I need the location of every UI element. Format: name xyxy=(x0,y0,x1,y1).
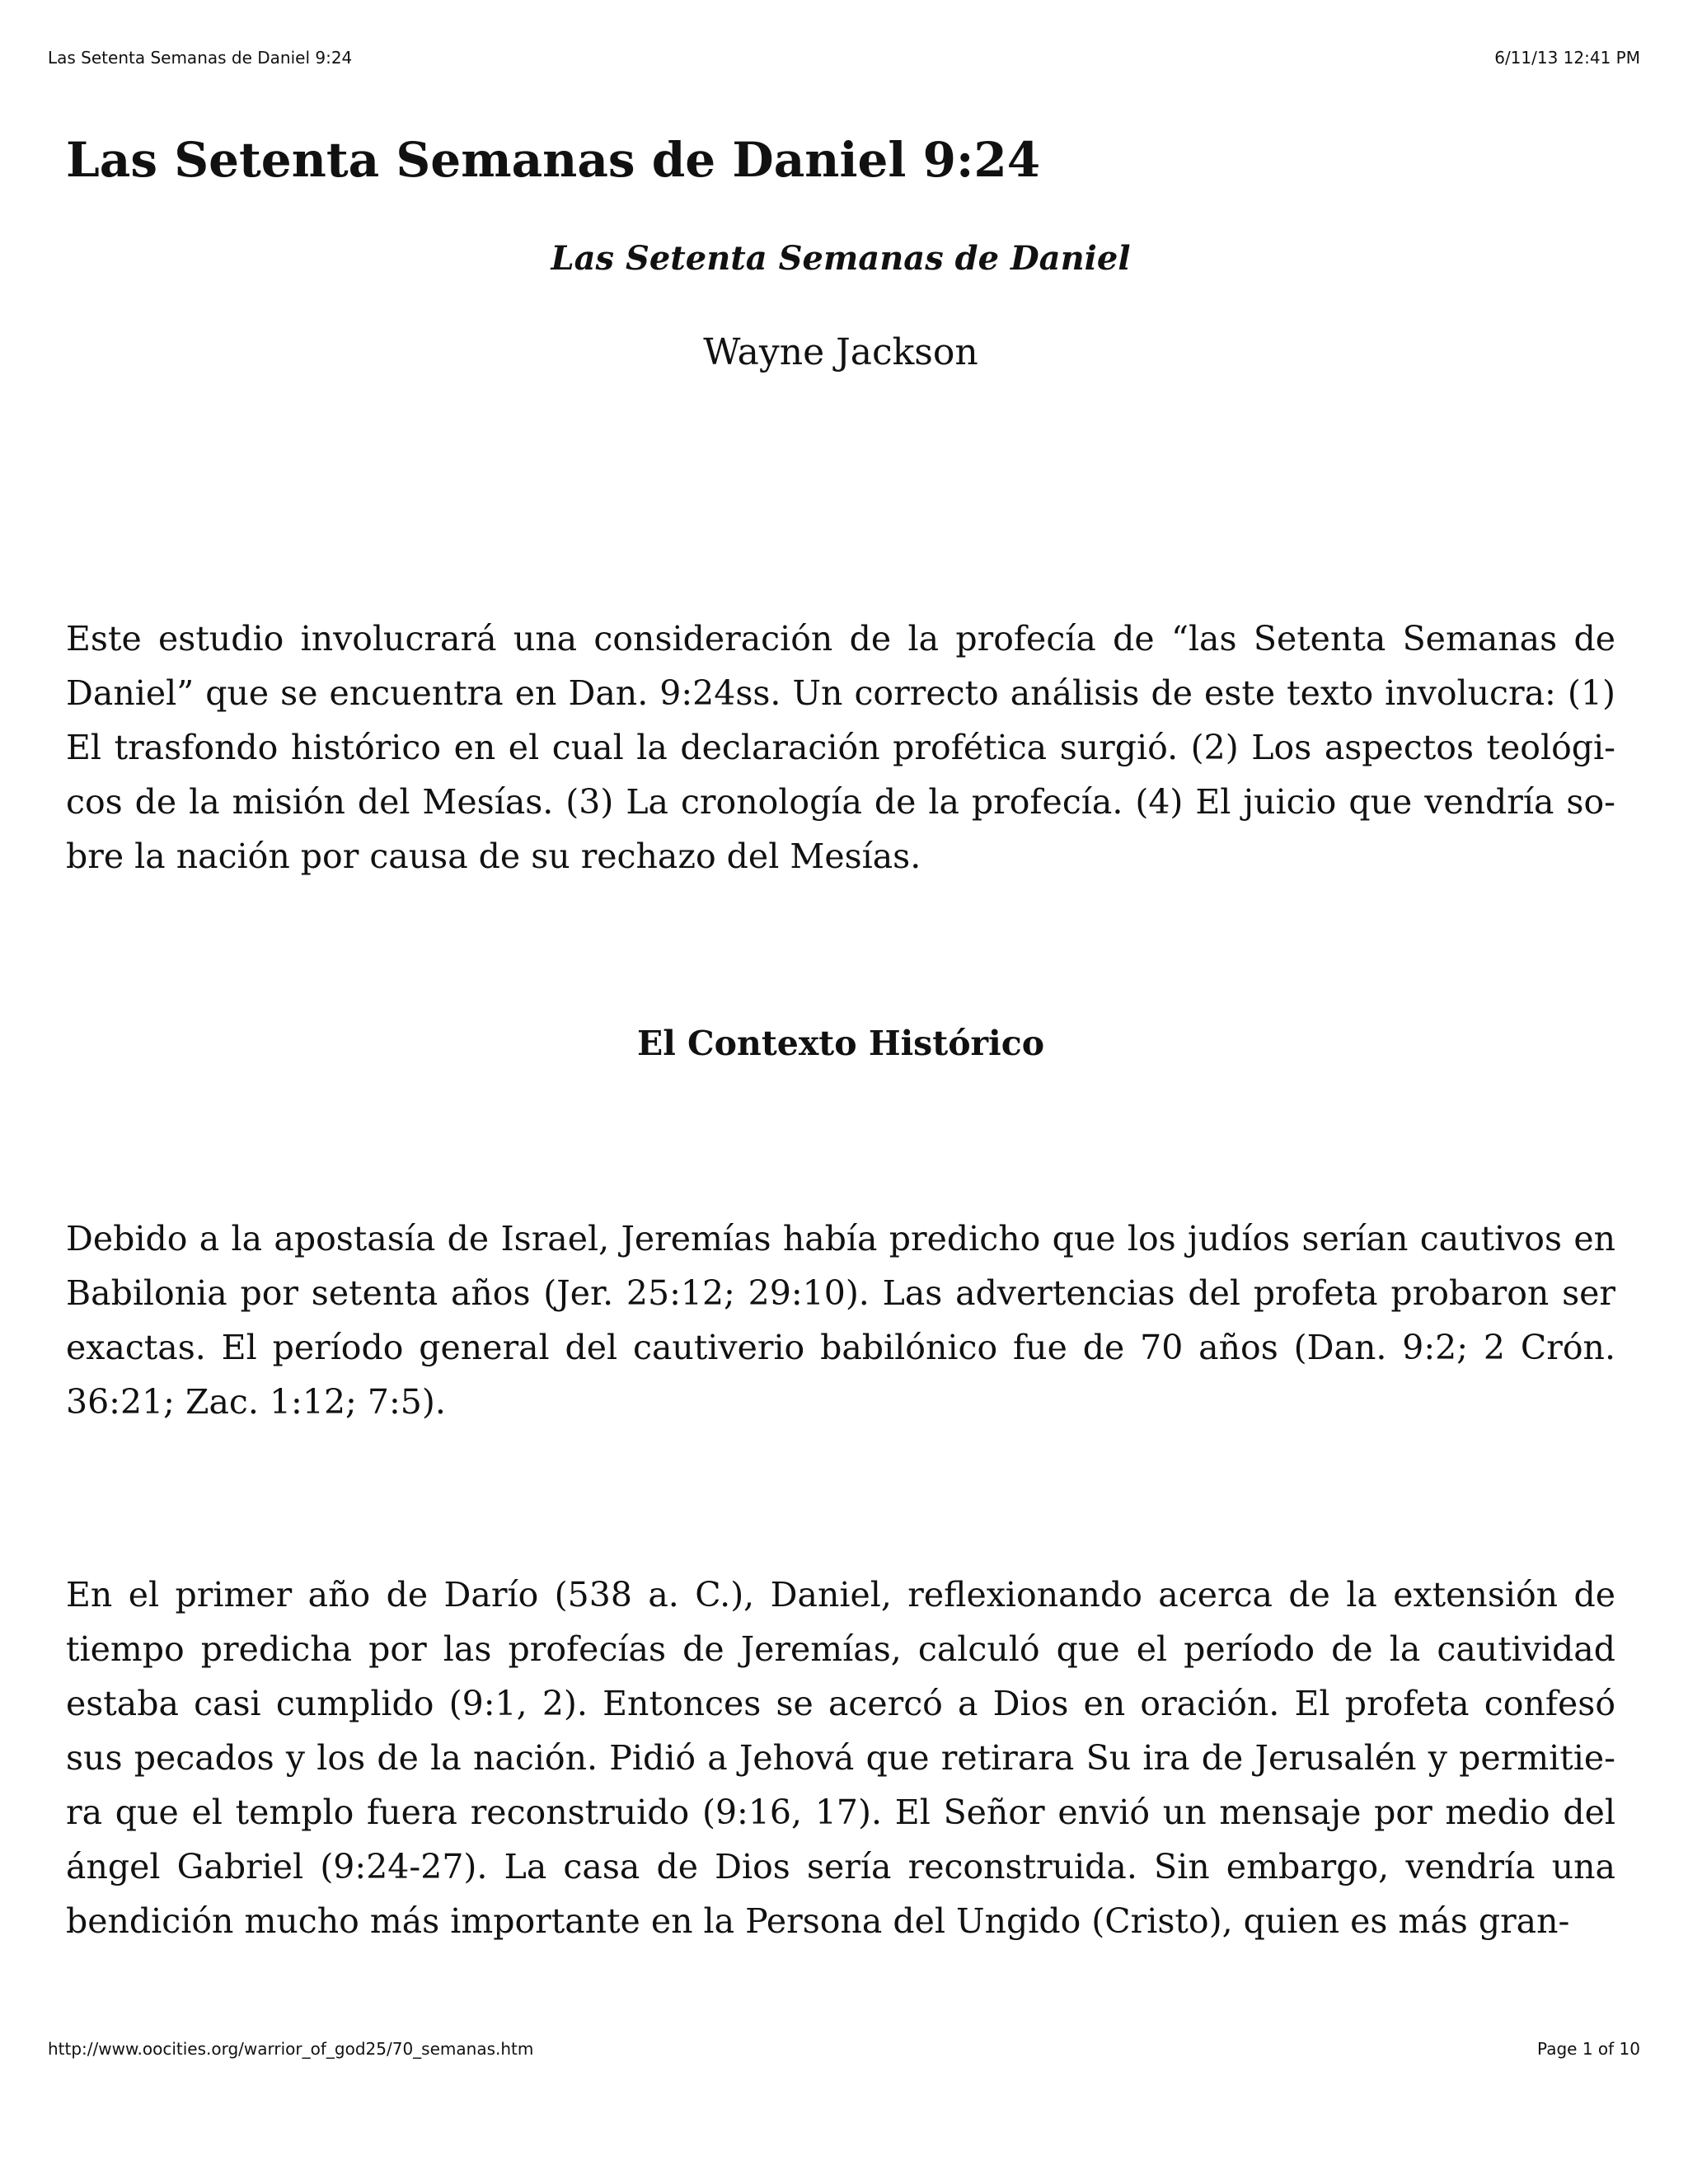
header-page-title: Las Setenta Semanas de Daniel 9:24 xyxy=(48,48,353,68)
paragraph-intro: Este estudio involucrará una consideración de la profecía de “las Setenta Semanas de Daniel” que se encuentra en Dan. 9:24ss. Un correcto análisis de este texto involucra: (1) El trasfondo histórico en el cual la declaración profética surgió. (2) Los aspectos teológicos de la misión del Mesías. (3) La cronología de la profecía. (4) El juicio que vendría sobre la nación por causa de su rechazo del Mesías. xyxy=(66,619,1615,876)
print-header xyxy=(48,48,1640,68)
document-title: Las Setenta Semanas de Daniel 9:24 xyxy=(66,132,1041,188)
document-subtitle: Las Setenta Semanas de Daniel xyxy=(551,239,1131,278)
header-timestamp: 6/11/13 12:41 PM xyxy=(1494,48,1640,68)
footer-page-number: Page 1 of 10 xyxy=(1537,2039,1640,2059)
document-author: Wayne Jackson xyxy=(703,331,978,373)
print-footer xyxy=(48,2039,1640,2059)
footer-url: http://www.oocities.org/warrior_of_god25/70_semanas.htm xyxy=(48,2039,534,2059)
paragraph-dario: En el primer año de Darío (538 a. C.), Daniel, reflexionando acerca de la extensión de tiempo predicha por las profecías de Jeremías, calculó que el período de la cautividad estaba casi cumplido (9:1, 2). Entonces se acercó a Dios en oración. El profeta confesó sus pecados y los de la nación. Pidió a Jehová que retirara Su ira de Jerusalén y permitiera que el templo fuera reconstruido (9:16, 17). El Señor envió un mensaje por medio del ángel Gabriel (9:24-27). La casa de Dios sería reconstruida. Sin embargo, vendría una bendición mucho más importante en la Persona del Ungido (Cristo), quien es más gran- xyxy=(66,1575,1615,1941)
paragraph-context: Debido a la apostasía de Israel, Jeremías había predicho que los judíos serían cautivos en Babilonia por setenta años (Jer. 25:12; 29:10). Las advertencias del profeta probaron ser exactas. El período general del cautiverio babilónico fue de 70 años (Dan. 9:2; 2 Crón. 36:21; Zac. 1:12; 7:5). xyxy=(66,1219,1615,1422)
section-heading: El Contexto Histórico xyxy=(636,1024,1045,1063)
